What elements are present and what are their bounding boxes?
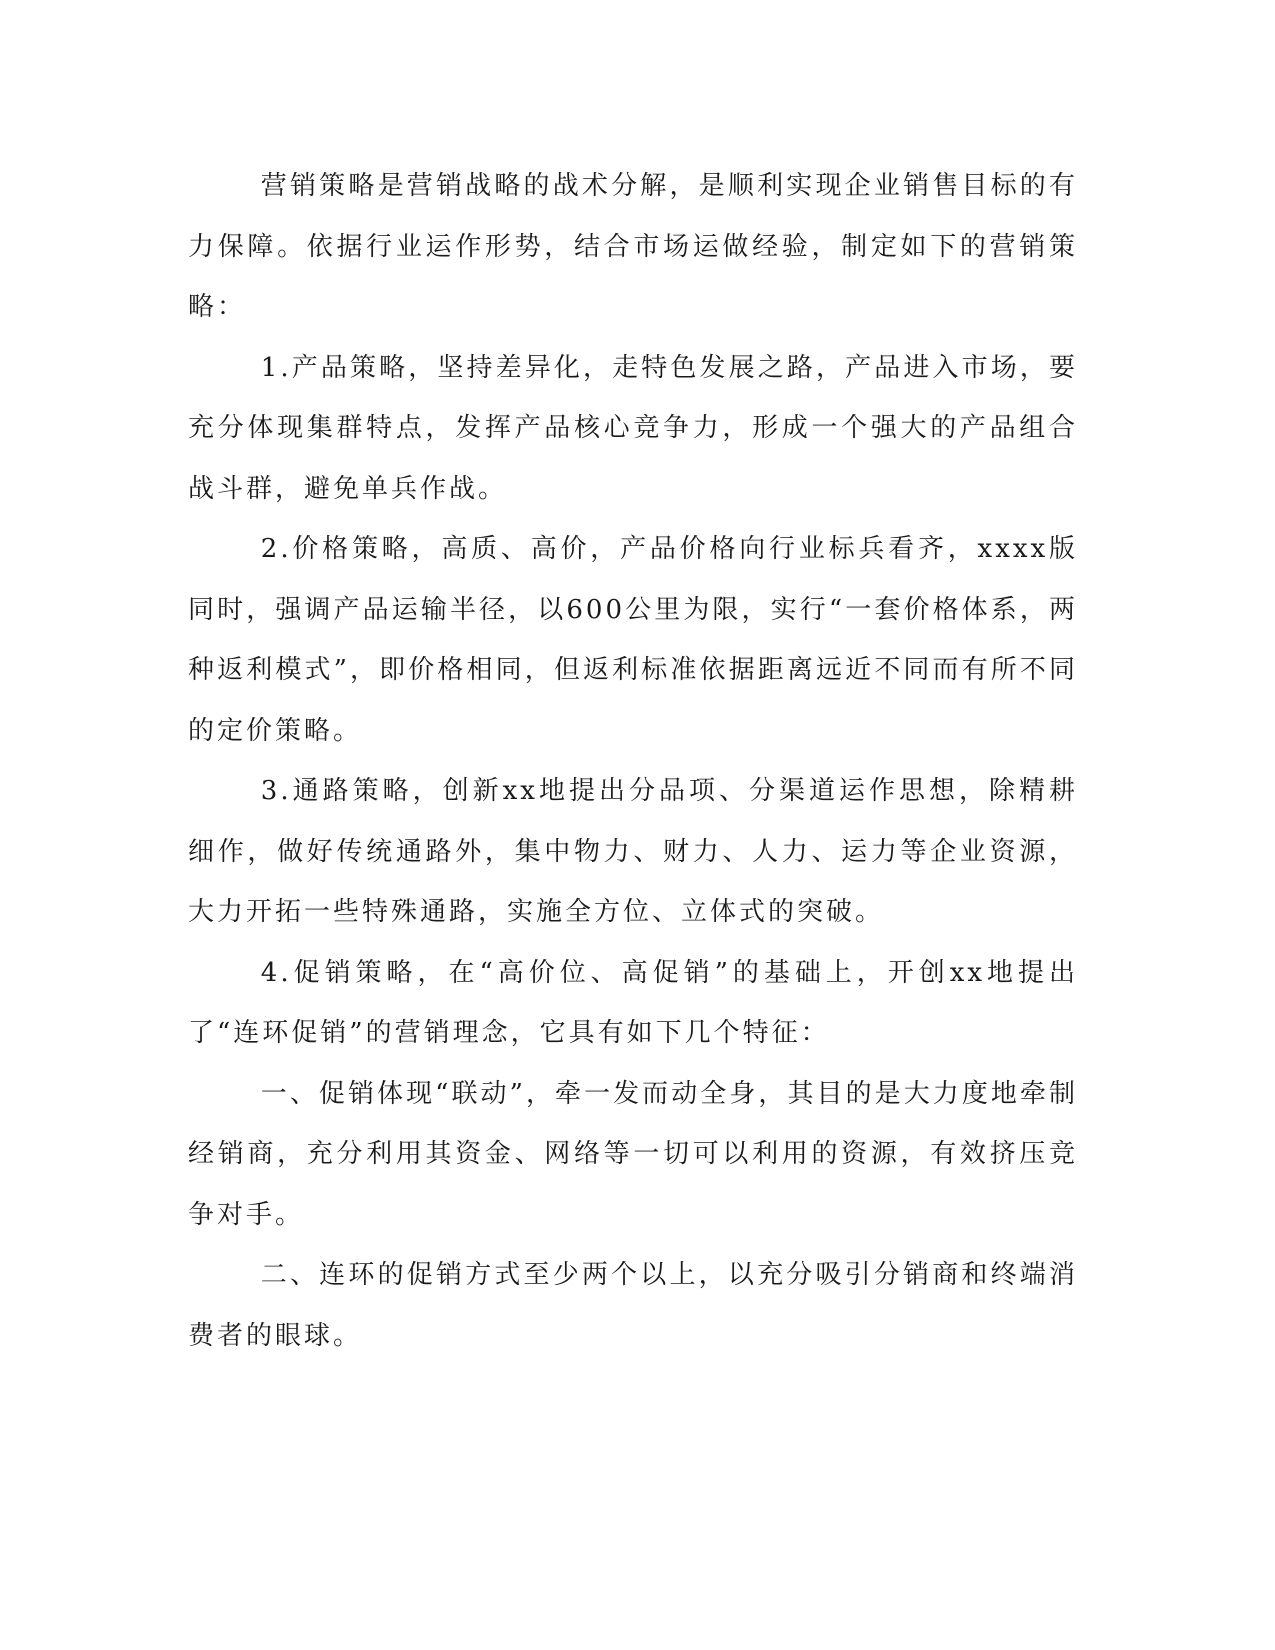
price-strategy-paragraph: 2.价格策略，高质、高价，产品价格向行业标兵看齐，xxxx版同时，强调产品运输半径，以600公里为限，实行“一套价格体系，两种返利模式”，即价格相同，但返利标准依据距离远近不同而有所不同的定价策略。 [188, 534, 1078, 746]
document-body [188, 156, 1078, 1366]
product-strategy-paragraph: 1.产品策略，坚持差异化，走特色发展之路，产品进入市场，要充分体现集群特点，发挥产品核心竞争力，形成一个强大的产品组合战斗群，避免单兵作战。 [188, 352, 1078, 504]
promotion-strategy-paragraph: 4.促销策略，在“高价位、高促销”的基础上，开创xx地提出了“连环促销”的营销理念，它具有如下几个特征： [188, 957, 1078, 1048]
feature-one-paragraph: 一、促销体现“联动”，牵一发而动全身，其目的是大力度地牵制经销商，充分利用其资金、网络等一切可以利用的资源，有效挤压竞争对手。 [188, 1078, 1078, 1230]
feature-two-paragraph: 二、连环的促销方式至少两个以上，以充分吸引分销商和终端消费者的眼球。 [188, 1260, 1078, 1351]
intro-paragraph: 营销策略是营销战略的战术分解，是顺利实现企业销售目标的有力保障。依据行业运作形势，结合市场运做经验，制定如下的营销策略： [188, 171, 1078, 322]
channel-strategy-paragraph: 3.通路策略，创新xx地提出分品项、分渠道运作思想，除精耕细作，做好传统通路外，集中物力、财力、人力、运力等企业资源，大力开拓一些特殊通路，实施全方位、立体式的突破。 [188, 776, 1078, 927]
